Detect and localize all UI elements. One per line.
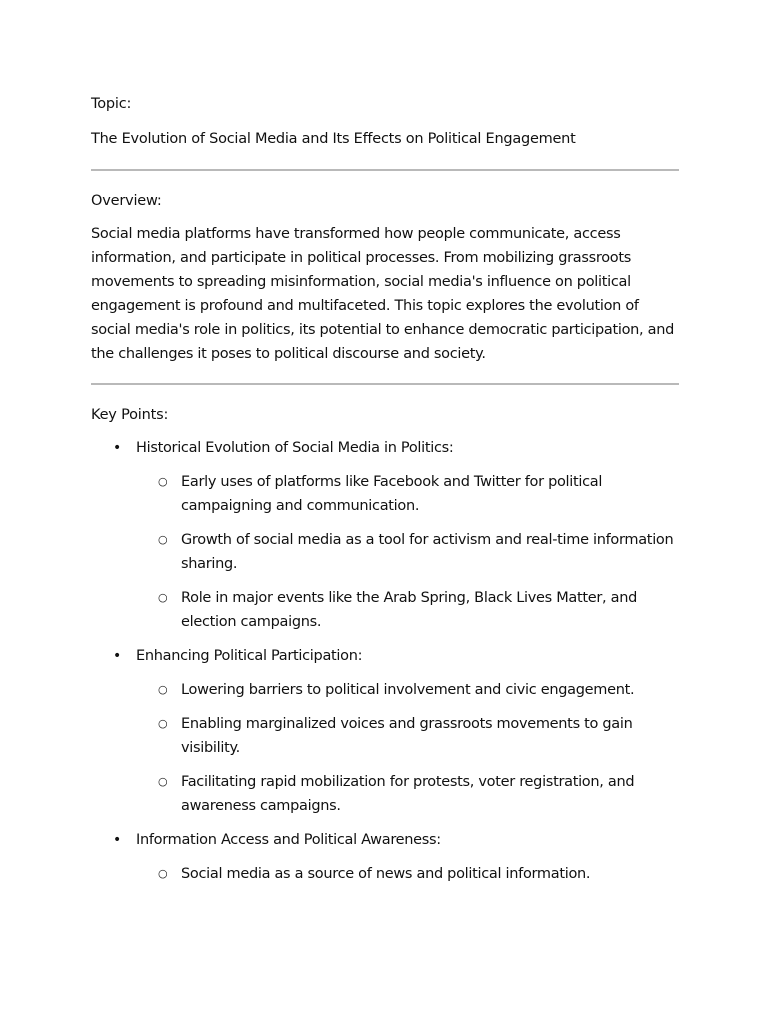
circle-bullet-icon: ○: [158, 591, 168, 604]
sub-point-list: [136, 470, 679, 634]
sub-point-text: Facilitating rapid mobilization for protests, voter registration, and awareness campaigns.: [181, 774, 635, 814]
sub-point-text: Role in major events like the Arab Spring, Black Lives Matter, and election campaigns.: [181, 590, 638, 630]
key-points-label: Key Points:: [91, 407, 169, 423]
sub-point-text: Social media as a source of news and political information.: [181, 866, 591, 882]
sub-point-text: Growth of social media as a tool for activism and real-time information sharing.: [181, 532, 674, 572]
key-points-list: [91, 436, 679, 886]
sub-point: [91, 712, 679, 760]
sub-point: [91, 678, 679, 702]
key-point: [91, 828, 679, 886]
topic-label: Topic:: [91, 96, 132, 112]
bullet-icon: •: [113, 440, 121, 456]
circle-bullet-icon: ○: [158, 717, 168, 730]
divider: [91, 169, 679, 171]
sub-point-list: [136, 862, 679, 886]
sub-point: [91, 770, 679, 818]
bullet-icon: •: [113, 832, 121, 848]
sub-point: [91, 586, 679, 634]
circle-bullet-icon: ○: [158, 533, 168, 546]
sub-point: [91, 862, 679, 886]
key-point-title: Information Access and Political Awareness:: [136, 832, 441, 848]
bullet-icon: •: [113, 648, 121, 664]
divider: [91, 383, 679, 385]
topic-title: The Evolution of Social Media and Its Effects on Political Engagement: [91, 131, 576, 147]
sub-point: [91, 470, 679, 518]
sub-point-text: Early uses of platforms like Facebook and Twitter for political campaigning and communication.: [181, 474, 603, 514]
circle-bullet-icon: ○: [158, 775, 168, 788]
sub-point: [91, 528, 679, 576]
key-point: [91, 644, 679, 818]
circle-bullet-icon: ○: [158, 683, 168, 696]
overview-label: Overview:: [91, 193, 162, 209]
sub-point-text: Enabling marginalized voices and grassroots movements to gain visibility.: [181, 716, 633, 756]
circle-bullet-icon: ○: [158, 867, 168, 880]
sub-point-list: [136, 678, 679, 818]
overview-paragraph: Social media platforms have transformed how people communicate, access information, and participate in political processes. From mobilizing grassroots movements to spreading misinformation, social media's influence on political engagement is profound and multifaceted. This topic explores the evolution of social media's role in politics, its potential to enhance democratic participation, and the challenges it poses to political discourse and society.: [91, 226, 675, 362]
circle-bullet-icon: ○: [158, 475, 168, 488]
document-page: [91, 94, 679, 896]
key-point-title: Historical Evolution of Social Media in Politics:: [136, 440, 454, 456]
key-point: [91, 436, 679, 634]
sub-point-text: Lowering barriers to political involvement and civic engagement.: [181, 682, 635, 698]
key-point-title: Enhancing Political Participation:: [136, 648, 363, 664]
